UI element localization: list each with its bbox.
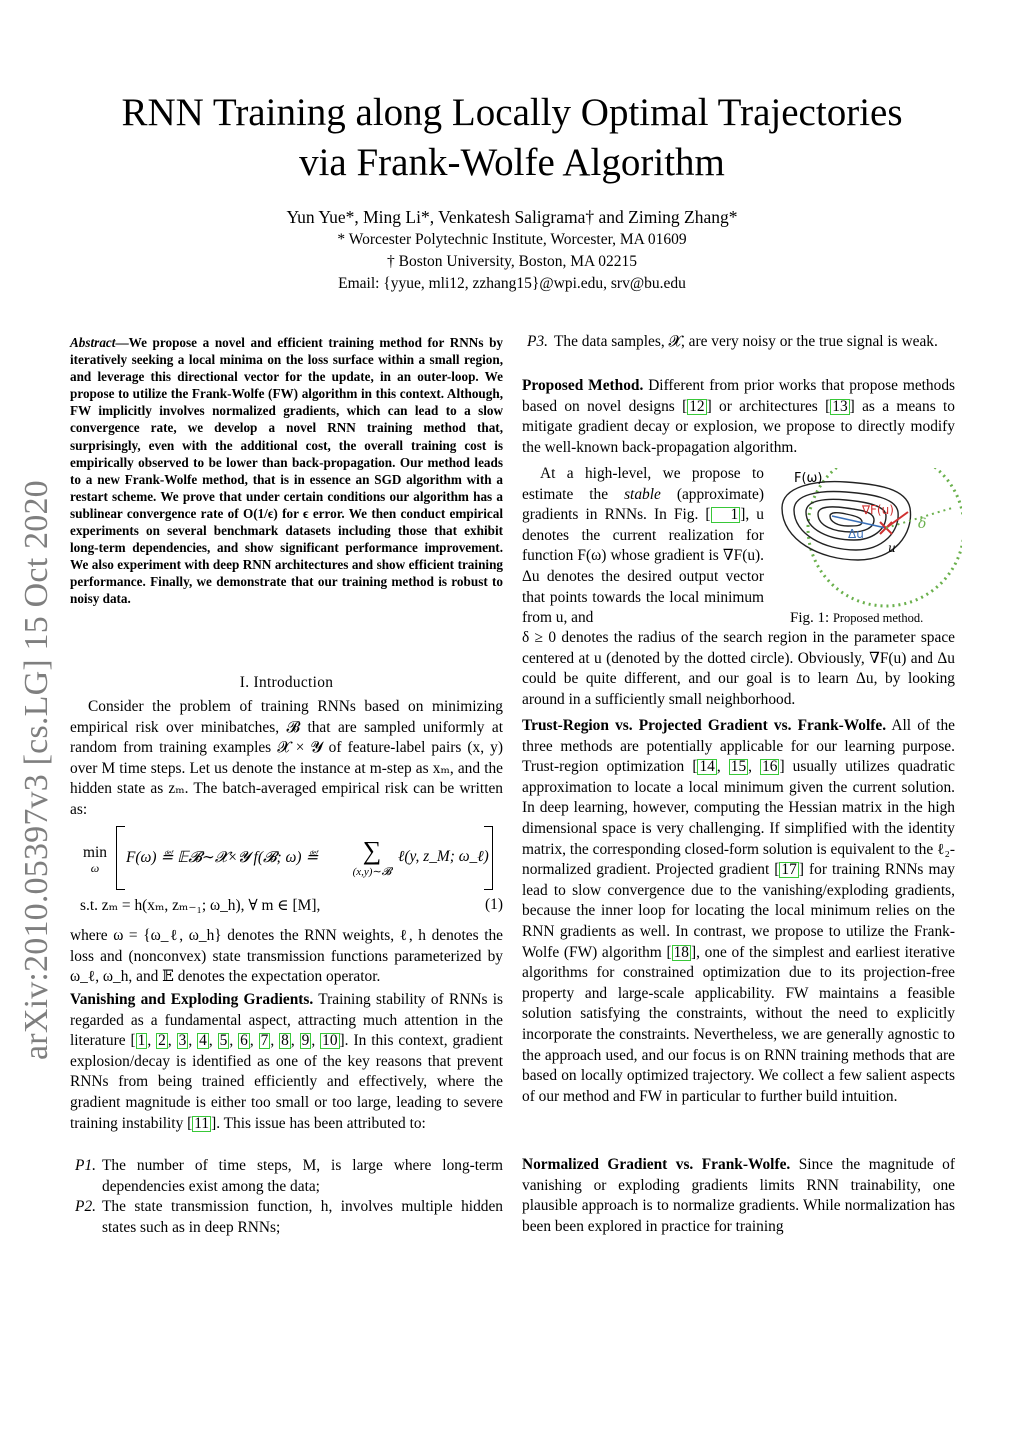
trust-text-d: ], one of the simplest and earliest iterative algorithms for constrained optimization due to its projection-free property and large-scale applicability. FW maintains a feasible solution satisfying the constraints, without the need to explicitly incorporate the constraints. Nevertheless, we are generally agnostic to the approach used, and our focus is on RNN training methods that are based on locally optimized trajectory. We collect a few salient aspects of our method and FW in particular to further build intuition. <box>522 943 955 1105</box>
eq-left-bracket <box>116 826 125 890</box>
trust-region-heading: Trust-Region vs. Projected Gradient vs. Frank-Wolfe. <box>522 717 887 734</box>
high-level-paragraph-continued: δ ≥ 0 denotes the radius of the search region in the parameter space centered at u (denoted by the dotted circle). Obviously, ∇F(u) and Δu could be quite different, and our goal is to learn Δu, by looking around in a sufficiently small neighborhood. <box>522 629 955 708</box>
citation-link[interactable]: 11 <box>194 1114 210 1132</box>
list-item-label: P1. <box>75 1157 96 1174</box>
highlevel-text-a: At a high-level, we propose to estimate the <box>522 465 764 503</box>
eq-min: min <box>83 844 107 861</box>
affiliation-bu: † Boston University, Boston, MA 02215 <box>386 253 638 270</box>
eq-loss: ℓ(y, z_M; ω_ℓ) <box>398 848 489 865</box>
citation-link[interactable]: 14 <box>699 758 715 776</box>
eq-sum-subscript: (x,y)∼𝓑 <box>352 866 392 878</box>
list-item <box>70 1197 503 1238</box>
equation-1-constraint <box>80 896 503 915</box>
affiliation-wpi: * Worcester Polytechnic Institute, Worcester, MA 01609 <box>337 231 687 248</box>
trust-text-a: All of the three methods are potentially applicable for our learning purpose. Trust-region optimization [ <box>522 717 955 776</box>
citation-link[interactable]: 6 <box>240 1032 248 1050</box>
norm-text-a: Since the magnitude of vanishing or exploding gradients limits RNN trainability, one plausible approach is to normalize gradients. While normalization has been been explored in practice for training <box>522 1156 955 1235</box>
contour-label: F(ω) <box>794 471 823 486</box>
citation-link[interactable]: 16 <box>762 758 778 776</box>
caption-text: Proposed method. <box>832 611 924 625</box>
cause-list <box>70 1156 503 1238</box>
vanishing-heading: Vanishing and Exploding Gradients. <box>70 991 314 1008</box>
citation-link[interactable]: 12 <box>689 397 705 415</box>
normalized-gradient-heading: Normalized Gradient vs. Frank-Wolfe. <box>522 1156 791 1173</box>
citation-link[interactable]: 9 <box>301 1032 310 1050</box>
paper-title <box>0 88 1024 188</box>
figure-1 <box>776 468 962 618</box>
figure-link[interactable]: 1 <box>711 507 741 523</box>
citation-link[interactable]: 4 <box>199 1032 207 1050</box>
list-item-text: The state transmission function, h, involves multiple hidden states such as in deep RNNs; <box>102 1198 503 1236</box>
equation-1 <box>80 826 503 896</box>
title-line-1: RNN Training along Locally Optimal Trajectories <box>121 91 903 134</box>
vanishing-text-a: Training stability of RNNs is regarded as a fundamental aspect, attracting much attention in the literature [ <box>70 991 504 1050</box>
delta-u-label: Δu <box>848 527 864 541</box>
normalized-gradient-paragraph <box>522 1155 955 1237</box>
vanishing-paragraph: Vanishing and Exploding Gradients. Training stability of RNNs is regarded as a fundamental aspect, attracting much attention in the literature [ 1 , 2 , 3 , 4 , 5 , 6 , 7 , 8 , 9 , 10 ]. In this context, gradient explosion/decay is identified as one of the key reasons that prevent RNNs from being trained efficiently and effectively, where the gradient magnitude is either too small or too large, leading to severe training instability [ 11 ]. This issue has been attributed to: <box>70 991 504 1132</box>
list-item <box>522 332 955 353</box>
list-item-text: The data samples, 𝓧, are very noisy or the true signal is weak. <box>554 333 938 350</box>
citation-link[interactable]: 1 <box>137 1032 146 1050</box>
section-heading-introduction: I. Introduction <box>239 674 334 691</box>
vanishing-text-c: ]. This issue has been attributed to: <box>211 1114 426 1132</box>
eq-sum: ∑ <box>362 836 382 865</box>
proposed-text-c: ] as a means to mitigate gradient decay or explosion, we propose to directly modify the well-known back-propagation algorithm. <box>522 397 955 456</box>
gradient-label: ∇F(u) <box>862 503 894 517</box>
citation-link[interactable]: 15 <box>730 758 747 776</box>
radius-label: δ <box>918 516 927 532</box>
trust-text-b: ] usually utilizes quadratic approximation to locate a local minimum given the current solution. In deep learning, however, computing the Hessian matrix in the high dimensional space is very challenging. If simplified with the identity matrix, the corresponding closed-form solution is equivalent to the ℓ₂-normalized gradient. Projected gradient [ <box>522 758 955 879</box>
citation-link[interactable]: 2 <box>158 1032 166 1050</box>
trust-text-c: ] for training RNNs may lead to slow convergence due to the vanishing/exploding gradients, because the inner loop for locating the local minimum relies on the RNN gradients as well. In contrast, we propose to utilize the Frank-Wolfe (FW) algorithm [ <box>522 861 955 961</box>
proposed-text-a: Different from prior works that propose methods based on novel designs [ <box>522 377 955 415</box>
eq-right-bracket <box>484 826 493 890</box>
caption-prefix: Fig. 1: <box>790 610 830 626</box>
proposed-method-heading: Proposed Method. <box>522 377 644 394</box>
intro-paragraph-1: Consider the problem of training RNNs based on minimizing empirical risk over minibatches, 𝓑 that are sampled uniformly at random from training examples 𝓧 × 𝓨 of feature-label pairs (x, y) over M time steps. Let us denote the instance at m-step as xₘ, and the hidden state as zₘ. The batch-averaged empirical risk can be written as: <box>70 698 503 818</box>
proposed-text-b: ] or architectures [ <box>706 397 831 415</box>
eq-min-subscript: ω <box>90 861 100 875</box>
citation-link[interactable]: 10 <box>322 1032 338 1050</box>
citation-link[interactable]: 17 <box>781 861 797 879</box>
list-item-label: P2. <box>75 1198 96 1216</box>
figure-1-diagram <box>776 468 962 618</box>
citation-link[interactable]: 7 <box>260 1032 269 1050</box>
citation-link[interactable]: 5 <box>219 1032 228 1050</box>
list-item-label: P3. <box>527 333 548 350</box>
eq-number: (1) <box>485 896 503 913</box>
u-label: u <box>888 541 896 555</box>
abstract-text: —We propose a novel and efficient training method for RNNs by iteratively seeking a local minima on the loss surface within a small region, and leverage this directional vector for the update, in an outer-loop. We propose to utilize the Frank-Wolfe (FW) algorithm in this context. Although, FW implicitly involves normalized gradients, which can lead to a slow convergence rate, we develop a novel RNN training method that, surprisingly, even with the additional cost, the overall training cost is empirically observed to be lower than back-propagation. Our method leads to a new Frank-Wolfe method, that is in essence an SGD algorithm with a restart scheme. We prove that under certain conditions our algorithm has a sublinear convergence rate of O(1/ϵ) for ϵ error. We then conduct empirical experiments on several benchmark datasets including those that exhibit long-term dependencies, and show significant performance improvement. We also experiment with deep RNN architectures and show efficient training performance. Finally, we demonstrate that our training method is robust to noisy data. <box>70 335 503 607</box>
trust-region-paragraph: Trust-Region vs. Projected Gradient vs. Frank-Wolfe. All of the three methods are potentially applicable for our learning purpose. Trust-region optimization [ 14 , 15 , 16 ] usually utilizes quadratic approximation to locate a local minimum given the current solution. In deep learning, however, computing the Hessian matrix in the high dimensional space is very challenging. If simplified with the identity matrix, the corresponding closed-form solution is equivalent to the ℓ₂-normalized gradient. Projected gradient [ 17 ] for training RNNs may lead to slow convergence due to the vanishing/exploding gradients, because the inner loop for locating the local minimum relies on the RNN gradients as well. In contrast, we propose to utilize the Frank-Wolfe (FW) algorithm [ 18 ], one of the simplest and earliest iterative algorithms for constrained optimization due to its projection-free property and large-scale applicability. FW maintains a feasible solution satisfying the constraints, without the need to explicitly incorporate the constraints. Nevertheless, we are generally agnostic to the approach used, and our focus is on RNN training methods that are based on locally optimized trajectory. We collect a few salient aspects of our method and FW in particular to further build intuition. <box>522 717 955 1105</box>
citation-link[interactable]: 3 <box>178 1032 187 1050</box>
intro-paragraph-2: where ω = {ω_ℓ, ω_h} denotes the RNN weights, ℓ, h denotes the loss and (nonconvex) state transmission functions parameterized by ω_ℓ, ω_h, and 𝔼 denotes the expectation operator. <box>70 927 503 986</box>
list-item-text: The number of time steps, M, is large where long-term dependencies exist among the data; <box>102 1157 503 1195</box>
highlevel-text-b: (approximate) gradients in RNNs. In Fig. [ <box>522 485 764 524</box>
abstract <box>70 334 503 608</box>
authors: Yun Yue*, Ming Li*, Venkatesh Saligrama† and Ziming Zhang* <box>286 207 738 227</box>
author-emails: Email: {yyue, mli12, zzhang15}@wpi.edu, srv@bu.edu <box>338 275 686 292</box>
vanishing-text-b: ]. In this context, gradient explosion/decay is identified as one of the key reasons that prevent RNNs from being trained efficiently and effectively, where the gradient magnitude is either too small or too large, leading to severe training instability [ <box>70 1032 503 1132</box>
proposed-method-paragraph <box>522 376 955 458</box>
arxiv-identifier: arXiv:2010.05397v3 [cs.LG] 15 Oct 2020 <box>18 480 55 1060</box>
citation-link[interactable]: 13 <box>832 397 848 415</box>
highlevel-text-c: ], u denotes the current realization for function F(ω) whose gradient is ∇F(u). Δu denotes the desired output vector that points towards the local minimum from u, and <box>522 506 764 627</box>
list-item <box>70 1156 503 1197</box>
citation-link[interactable]: 8 <box>281 1032 289 1050</box>
highlevel-stable: stable <box>624 485 661 503</box>
eq-constraint: s.t. zₘ = h(xₘ, zₘ₋₁; ω_h), ∀ m ∈ [M], <box>80 897 321 914</box>
citation-link[interactable]: 18 <box>673 943 689 961</box>
cause-list-continued <box>522 332 955 353</box>
title-line-2: via Frank-Wolfe Algorithm <box>299 141 725 184</box>
eq-body: F(ω) ≝ 𝔼𝓑∼𝓧×𝓨 f(𝓑; ω) ≝ <box>126 849 319 866</box>
high-level-paragraph <box>522 464 764 629</box>
figure-1-caption <box>790 608 923 628</box>
abstract-label: Abstract <box>70 335 116 350</box>
